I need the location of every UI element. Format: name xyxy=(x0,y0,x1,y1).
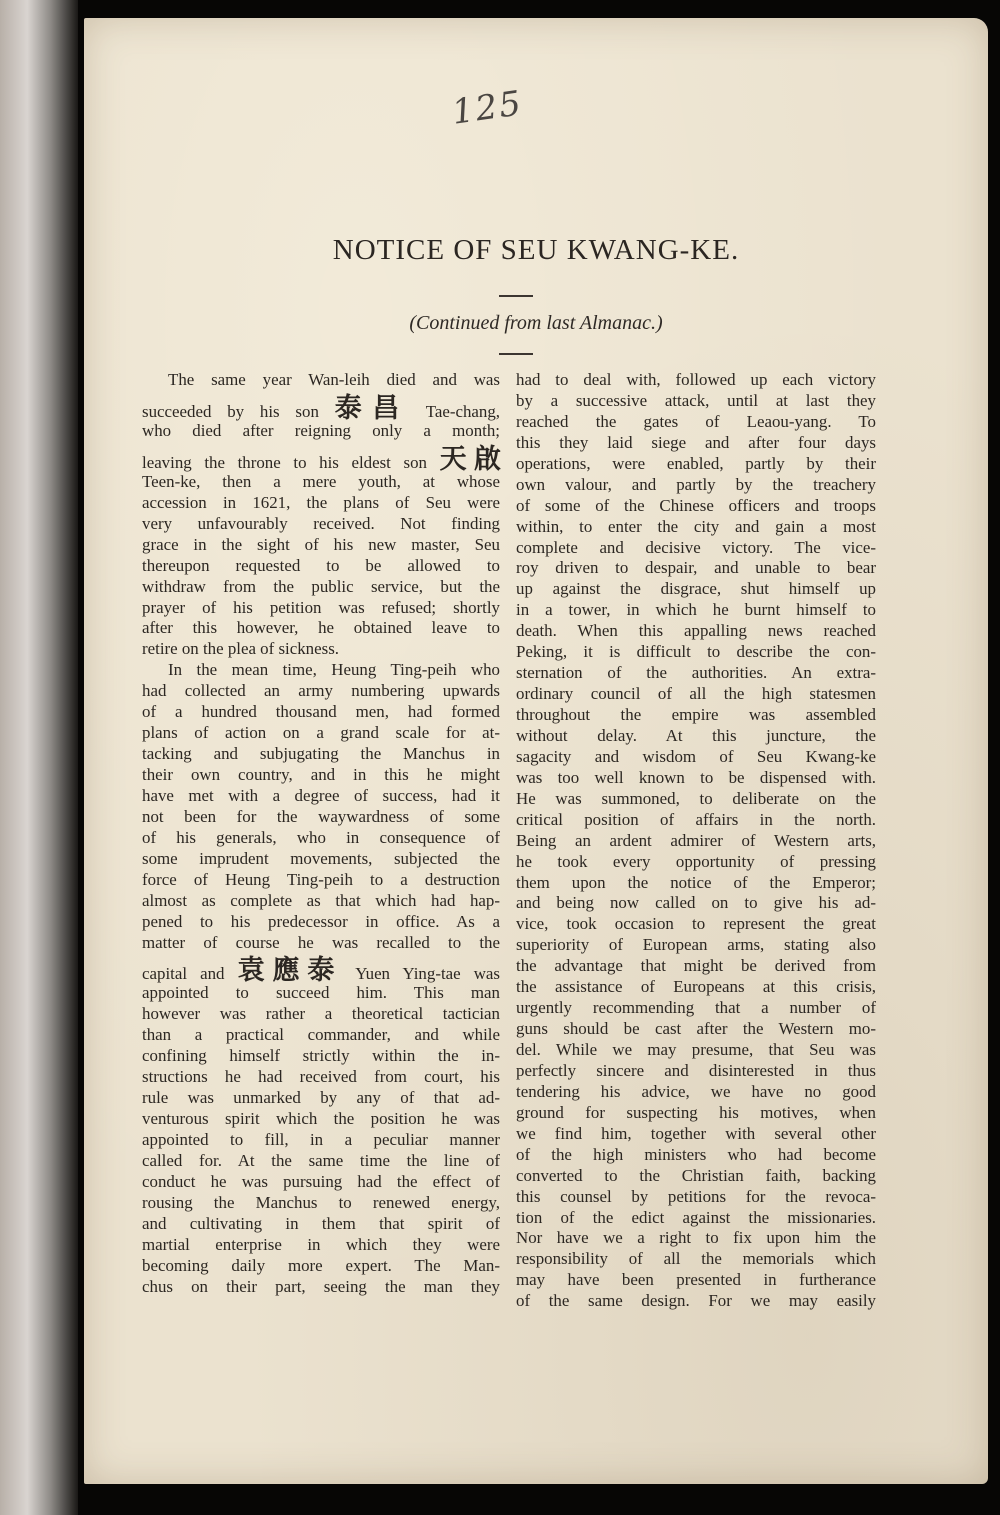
text-line: critical position of affairs in the north. xyxy=(516,809,876,829)
text-line: venturous spirit which the position he was xyxy=(142,1109,500,1129)
text-line: confining himself strictly within the in- xyxy=(142,1046,500,1066)
text-line: of the high ministers who had become xyxy=(516,1144,876,1164)
text-line: converted to the Christian faith, backing xyxy=(516,1165,876,1185)
text-line: perfectly sincere and disinterested in thus xyxy=(516,1060,876,1080)
left-text-column xyxy=(142,370,500,1298)
text-line: tendering his advice, we have no good xyxy=(516,1081,876,1101)
text-line: ground for suspecting his motives, when xyxy=(516,1102,876,1122)
text-line: and being now called on to give his ad- xyxy=(516,893,876,913)
text-line: In the mean time, Heung Ting-peih who xyxy=(168,660,500,680)
text-line: leaving the throne to his eldest son 天啟 xyxy=(142,443,500,474)
text-line: their own country, and in this he might xyxy=(142,765,500,784)
text-line: not been for the waywardness of some xyxy=(142,806,500,826)
text-line: structions he had received from court, his xyxy=(142,1067,500,1087)
chinese-characters: 泰昌 xyxy=(334,392,410,423)
text-line: up against the disgrace, shut himself up xyxy=(516,579,876,599)
text-line: capital and 袁應泰 Yuen Ying-tae was xyxy=(142,955,500,986)
text-line: Peking, it is difficult to describe the con- xyxy=(516,642,876,662)
text-line: sternation of the authorities. An extra- xyxy=(516,663,876,683)
text-line: some imprudent movements, subjected the xyxy=(142,848,500,868)
text-line: chus on their part, seeing the man they xyxy=(142,1276,500,1296)
chinese-characters: 天啟 xyxy=(439,443,500,474)
chinese-characters: 袁應泰 xyxy=(237,955,343,986)
text-line: plans of action on a grand scale for at- xyxy=(142,723,500,743)
text-line: he took every opportunity of pressing xyxy=(516,851,876,871)
text-line: within, to enter the city and gain a most xyxy=(516,516,876,536)
text-line: very unfavourably received. Not finding xyxy=(142,513,500,533)
text-line: who died after reigning only a month; xyxy=(142,420,500,440)
text-line: this counsel by petitions for the revoca- xyxy=(516,1186,876,1206)
text-line: prayer of his petition was refused; shortly xyxy=(142,597,500,617)
text-line: of the same design. For we may easily xyxy=(516,1291,876,1311)
text-line: withdraw from the public service, but the xyxy=(142,576,500,596)
text-line: rousing the Manchus to renewed energy, xyxy=(142,1192,500,1212)
text-line: them upon the notice of the Emperor; xyxy=(516,872,876,892)
text-line: however was rather a theoretical tactician xyxy=(142,1004,500,1024)
text-line: The same year Wan-leih died and was xyxy=(168,370,500,389)
text-line: sagacity and wisdom of Seu Kwang-ke xyxy=(516,746,876,766)
text-line: Nor have we a right to fix upon him the xyxy=(516,1228,876,1248)
text-line: ordinary council of all the high statesmen xyxy=(516,684,876,704)
text-line: in a tower, in which he burnt himself to xyxy=(516,600,876,620)
text-line: superiority of European arms, stating also xyxy=(516,935,876,955)
text-line: we find him, together with several other xyxy=(516,1123,876,1143)
text-line: guns should be cast after the Western mo- xyxy=(516,1019,876,1039)
text-line: tion of the edict against the missionaries. xyxy=(516,1207,876,1227)
text-line: force of Heung Ting-peih to a destruction xyxy=(142,869,500,889)
text-line: death. When this appalling news reached xyxy=(516,621,876,641)
text-line: tacking and subjugating the Manchus in xyxy=(142,744,500,764)
text-line: was too well known to be dispensed with. xyxy=(516,767,876,787)
right-text-column xyxy=(516,370,876,1312)
text-line: operations, were enabled, partly by their xyxy=(516,453,876,473)
text-line: matter of course he was recalled to the xyxy=(142,932,500,952)
subtitle-rule xyxy=(499,353,533,355)
text-line: may have been presented in furtherance xyxy=(516,1270,876,1290)
text-line: the advantage that might be derived from xyxy=(516,956,876,976)
text-line: complete and decisive victory. The vice- xyxy=(516,537,876,557)
text-line: of his generals, who in consequence of xyxy=(142,827,500,847)
text-line: own valour, and partly by the treachery xyxy=(516,474,876,494)
text-line: urgently recommending that a number of xyxy=(516,998,876,1018)
text-line: conduct he was pursuing had the effect of xyxy=(142,1171,500,1191)
text-line: succeeded by his son 泰昌 Tae-chang, xyxy=(142,392,501,423)
text-line: del. While we may presume, that Seu was xyxy=(516,1040,876,1059)
text-line: rule was unmarked by any of that ad- xyxy=(142,1088,500,1108)
article-title: NOTICE OF SEU KWANG-KE. xyxy=(332,234,740,266)
text-line: throughout the empire was assembled xyxy=(516,705,876,724)
text-line: martial enterprise in which they were xyxy=(142,1234,500,1254)
text-line: the assistance of Europeans at this crisis, xyxy=(516,977,876,997)
text-line: and cultivating in them that spirit of xyxy=(142,1213,500,1233)
text-line: than a practical commander, and while xyxy=(142,1025,500,1045)
text-line: called for. At the same time the line of xyxy=(142,1150,500,1170)
article-subtitle: (Continued from last Almanac.) xyxy=(409,312,663,334)
text-line: pened to his predecessor in office. As a xyxy=(142,911,500,931)
handwritten-page-number: 125 xyxy=(449,83,526,133)
text-line: after this however, he obtained leave to xyxy=(142,618,500,638)
text-line: appointed to fill, in a peculiar manner xyxy=(142,1130,500,1149)
text-line: responsibility of all the memorials which xyxy=(516,1249,876,1269)
text-line: thereupon requested to be allowed to xyxy=(142,555,500,575)
text-line: had collected an army numbering upwards xyxy=(142,681,500,701)
text-line: accession in 1621, the plans of Seu were xyxy=(142,492,500,512)
text-line: by a successive attack, until at last they xyxy=(516,390,876,410)
text-line: of some of the Chinese officers and troops xyxy=(516,495,876,515)
text-line: of a hundred thousand men, had formed xyxy=(142,702,500,722)
text-line: roy driven to despair, and unable to bear xyxy=(516,558,876,578)
text-line: grace in the sight of his new master, Seu xyxy=(142,534,500,554)
text-line: becoming daily more expert. The Man- xyxy=(142,1255,500,1275)
text-line: appointed to succeed him. This man xyxy=(142,983,500,1003)
text-line: this they laid siege and after four days xyxy=(516,432,876,452)
text-line: He was summoned, to deliberate on the xyxy=(516,788,876,808)
document-page xyxy=(84,18,988,1484)
scan-backdrop xyxy=(0,0,78,1515)
text-line: Being an ardent admirer of Western arts, xyxy=(516,830,876,850)
text-line: reached the gates of Leaou-yang. To xyxy=(516,411,876,431)
text-line: had to deal with, followed up each victory xyxy=(516,370,876,389)
text-line: have met with a degree of success, had it xyxy=(142,785,500,805)
text-line: retire on the plea of sickness. xyxy=(142,639,339,659)
text-line: Teen-ke, then a mere youth, at whose xyxy=(142,471,500,491)
text-line: vice, took occasion to represent the great xyxy=(516,914,876,934)
text-line: almost as complete as that which had hap- xyxy=(142,890,500,910)
text-line: without delay. At this juncture, the xyxy=(516,725,876,745)
title-rule xyxy=(499,295,533,297)
